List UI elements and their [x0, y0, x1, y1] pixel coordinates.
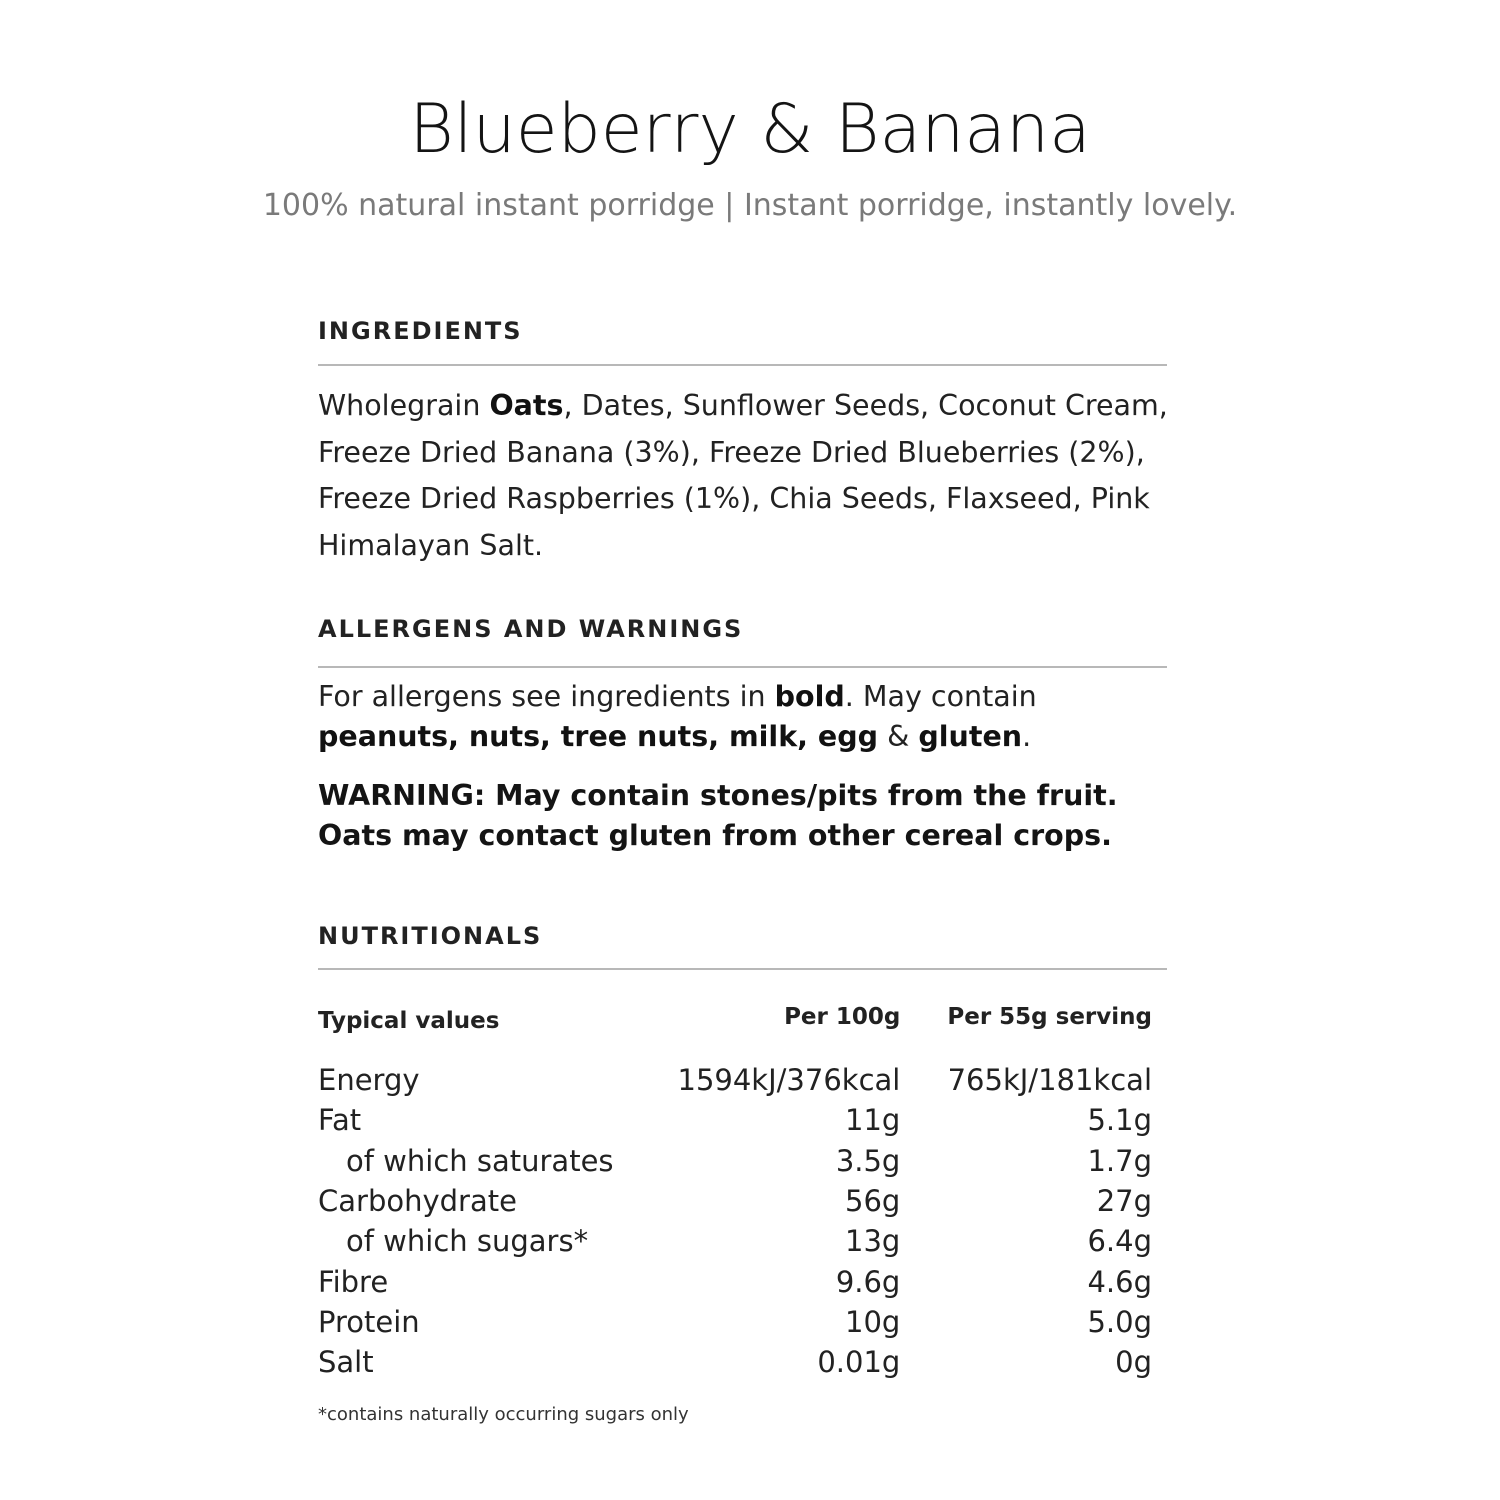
allergens-heading: ALLERGENS AND WARNINGS — [318, 615, 744, 643]
footnote: *contains naturally occurring sugars only — [318, 1404, 689, 1425]
nutrition-row — [318, 1060, 1152, 1100]
allergens-bold-span: gluten — [918, 720, 1023, 753]
nutrition-row — [318, 1342, 1152, 1382]
ingredients-divider — [318, 364, 1167, 366]
per-serving-value: 6.4g — [1087, 1224, 1152, 1259]
nutrient-label: Protein — [318, 1304, 420, 1339]
nutrition-header-row — [318, 1004, 1152, 1060]
allergens-text — [318, 677, 1078, 757]
per-100g-value: 0.01g — [817, 1345, 901, 1380]
nutrient-label: Fibre — [318, 1264, 389, 1299]
per-100g-value: 1594kJ/376kcal — [677, 1063, 901, 1098]
nutrient-label: Energy — [318, 1063, 420, 1098]
per-100g-value: 11g — [845, 1103, 901, 1138]
warning-text — [318, 776, 1188, 856]
per-100g-value: 9.6g — [835, 1264, 901, 1299]
ingredients-heading: INGREDIENTS — [318, 317, 523, 345]
ingredients-bold-span: Oats — [489, 389, 564, 422]
ingredients-text — [318, 383, 1188, 569]
allergens-bold-span: peanuts, nuts, tree nuts, milk, egg — [318, 720, 879, 753]
per-serving-value: 5.0g — [1087, 1304, 1152, 1339]
nutrition-row — [318, 1181, 1152, 1221]
nutrient-label: of which saturates — [346, 1143, 614, 1178]
allergens-text-span: For allergens see ingredients in — [318, 680, 775, 713]
page-title: Blueberry & Banana — [409, 90, 1091, 169]
page-subtitle: 100% natural instant porridge | Instant porridge, instantly lovely. — [262, 188, 1238, 223]
allergens-divider — [318, 666, 1167, 668]
nutrient-label: Salt — [318, 1345, 374, 1380]
per-100g-value: 3.5g — [835, 1143, 901, 1178]
warning-line-2: Oats may contact gluten from other cereal crops. — [318, 819, 1112, 852]
allergens-bold-span: bold — [774, 680, 845, 713]
nutrient-label: of which sugars* — [346, 1224, 589, 1259]
per-serving-value: 27g — [1096, 1184, 1152, 1219]
per-100g-value: 56g — [845, 1184, 901, 1219]
warning-line-1: WARNING: May contain stones/pits from the fruit. — [318, 779, 1118, 812]
nutrition-row — [318, 1100, 1152, 1140]
nutrition-row — [318, 1141, 1152, 1181]
column-header-typical-values: Typical values — [318, 1008, 500, 1034]
nutrient-label: Fat — [318, 1103, 362, 1138]
nutritionals-heading: NUTRITIONALS — [318, 922, 543, 950]
nutritionals-divider — [318, 968, 1167, 970]
ingredients-text-span: Wholegrain — [318, 389, 490, 422]
per-100g-value: 13g — [845, 1224, 901, 1259]
nutrient-label: Carbohydrate — [318, 1184, 517, 1219]
allergens-text-span: . May contain — [844, 680, 1037, 713]
per-serving-value: 0g — [1115, 1345, 1152, 1380]
nutrition-row — [318, 1221, 1152, 1261]
per-serving-value: 4.6g — [1087, 1264, 1152, 1299]
allergens-text-span: & — [878, 720, 919, 753]
per-100g-value: 10g — [845, 1304, 901, 1339]
nutrition-row — [318, 1302, 1152, 1342]
column-header-per-100g: Per 100g — [784, 1004, 901, 1030]
column-header-per-serving: Per 55g serving — [947, 1004, 1152, 1030]
nutrition-table — [318, 1004, 1152, 1382]
ingredients-text-span: , Dates, Sunflower Seeds, Coconut Cream, Freeze Dried Banana (3%), Freeze Dried Blueberries (2%), Freeze Dried Raspberries (1%), Chia Seeds, Flaxseed, Pink Himalayan Salt. — [318, 389, 1168, 562]
per-serving-value: 1.7g — [1087, 1143, 1152, 1178]
per-serving-value: 5.1g — [1087, 1103, 1152, 1138]
nutrition-row — [318, 1261, 1152, 1301]
allergens-text-span: . — [1022, 720, 1032, 753]
per-serving-value: 765kJ/181kcal — [947, 1063, 1152, 1098]
